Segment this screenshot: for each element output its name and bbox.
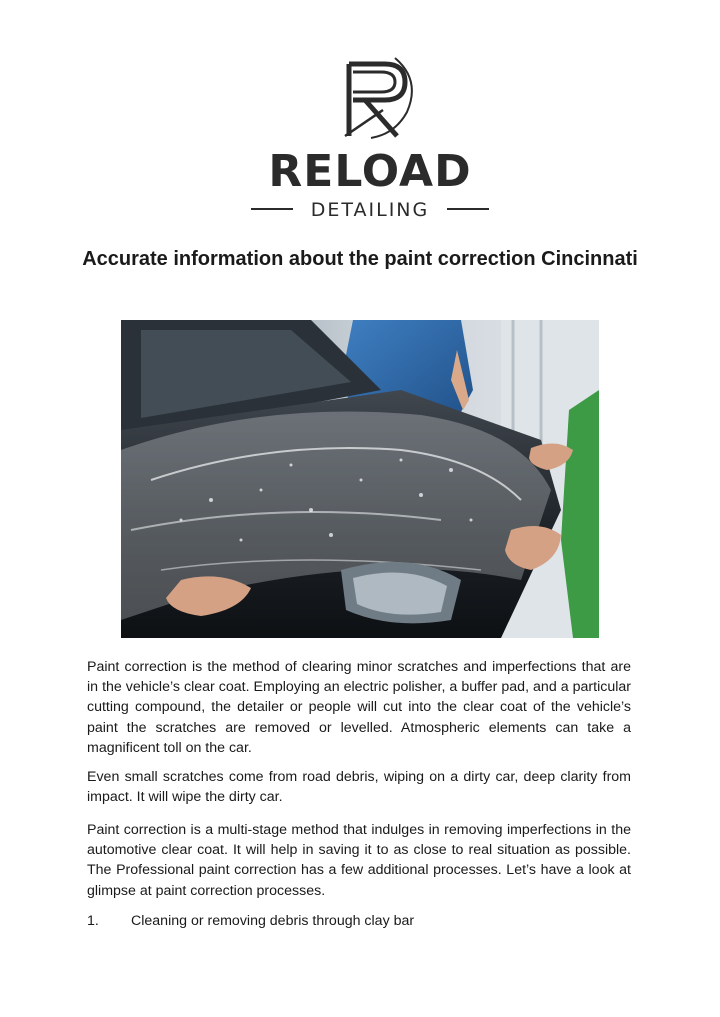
car-protection-film-photo [121, 320, 599, 638]
paragraph-2: Even small scratches come from road debris, wiping on a dirty car, deep clarity from impact. It will wipe the dirty car. [87, 769, 631, 806]
reload-detailing-logo [245, 50, 495, 220]
logo-brand-top: RELOAD [268, 146, 472, 197]
logo-monogram [345, 58, 412, 138]
photo-illustration [121, 320, 599, 638]
page-title: Accurate information about the paint correction Cincinnati [82, 248, 638, 270]
list-item [87, 911, 631, 931]
list-item-text: Cleaning or removing debris through clay bar [131, 913, 415, 929]
logo-graphic [245, 50, 495, 220]
paragraph-1: Paint correction is the method of clearing minor scratches and imperfections that are in the vehicle’s clear coat. Employing an electric polisher, a buffer pad, and a particular cutting compound, the detailer or people will cut into the clear coat of the vehicle’s paint the scratches are removed or levelled. Atmospheric elements can take a magnificent toll on the car. [87, 659, 631, 756]
paragraph-3: Paint correction is a multi-stage method that indulges in removing imperfections in the automotive clear coat. It will help in saving it to as close to real situation as possible. The Professional paint correction has a few additional processes. Let’s have a look at glimpse at paint correction processes. [87, 822, 631, 899]
logo-brand-bottom: DETAILING [310, 199, 430, 220]
list-item-number: 1. [87, 913, 99, 929]
